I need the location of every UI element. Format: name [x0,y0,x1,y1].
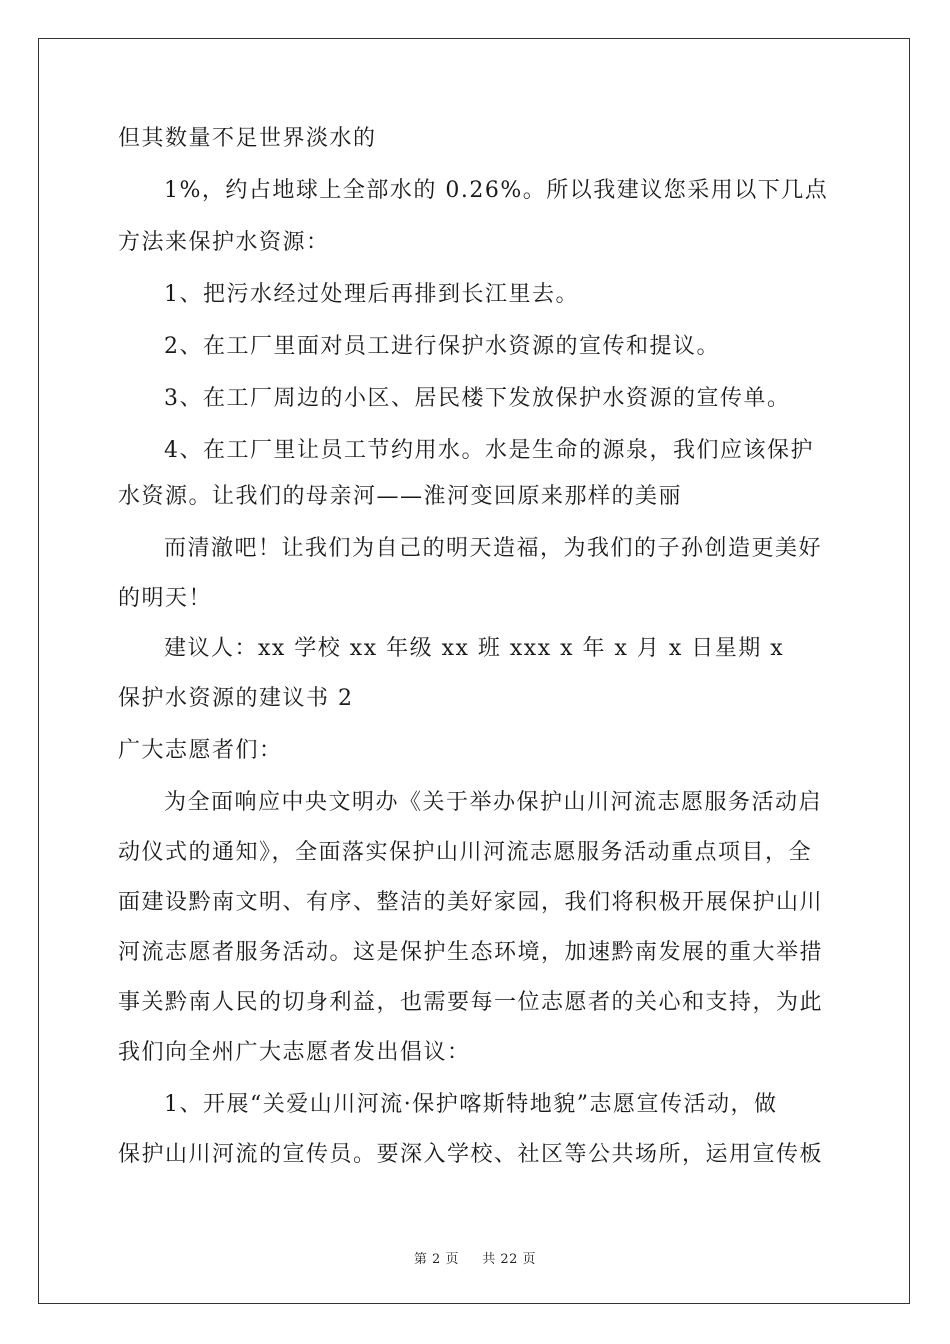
page-number: 第 2 页 [413,1252,459,1267]
paragraph-line: 事关黔南人民的切身利益，也需要每一位志愿者的关心和支持，为此 [118,990,824,1015]
paragraph-line: 1%，约占地球上全部水的 0.26%。所以我建议您采用以下几点 [164,178,829,203]
paragraph-line: 河流志愿者服务活动。这是保护生态环境，加速黔南发展的重大举措 [118,940,824,965]
paragraph-line: 动仪式的通知》，全面落实保护山川河流志愿服务活动重点项目，全 [118,840,813,865]
list-item: 1、开展“关爱山川河流·保护喀斯特地貌”志愿宣传活动，做 [164,1092,778,1117]
page-footer [0,1248,950,1267]
paragraph-line: 为全面响应中央文明办《关于举办保护山川河流志愿服务活动启 [164,790,823,815]
section-title: 保护水资源的建议书 2 [118,686,354,711]
paragraph-line: 而清澈吧！让我们为自己的明天造福，为我们的子孙创造更美好 [164,536,823,561]
list-item: 2、在工厂里面对员工进行保护水资源的宣传和提议。 [164,334,720,359]
page-total: 共 22 页 [482,1252,537,1267]
paragraph-line: 但其数量不足世界淡水的 [118,126,377,151]
signature-line: 建议人：xx 学校 xx 年级 xx 班 xxx x 年 x 月 x 日星期 x [164,636,785,661]
paragraph-line: 水资源。让我们的母亲河——淮河变回原来那样的美丽 [118,484,683,509]
paragraph-line: 的明天！ [118,586,213,611]
salutation: 广大志愿者们： [118,738,283,763]
paragraph-line: 我们向全州广大志愿者发出倡议： [118,1040,471,1065]
paragraph-line: 面建设黔南文明、有序、整洁的美好家园，我们将积极开展保护山川 [118,890,824,915]
list-item: 1、把污水经过处理后再排到长江里去。 [164,282,579,307]
list-item: 4、在工厂里让员工节约用水。水是生命的源泉，我们应该保护 [164,438,814,463]
paragraph-line: 保护山川河流的宣传员。要深入学校、社区等公共场所，运用宣传板 [118,1142,824,1167]
list-item: 3、在工厂周边的小区、居民楼下发放保护水资源的宣传单。 [164,386,791,411]
paragraph-line: 方法来保护水资源： [118,230,330,255]
